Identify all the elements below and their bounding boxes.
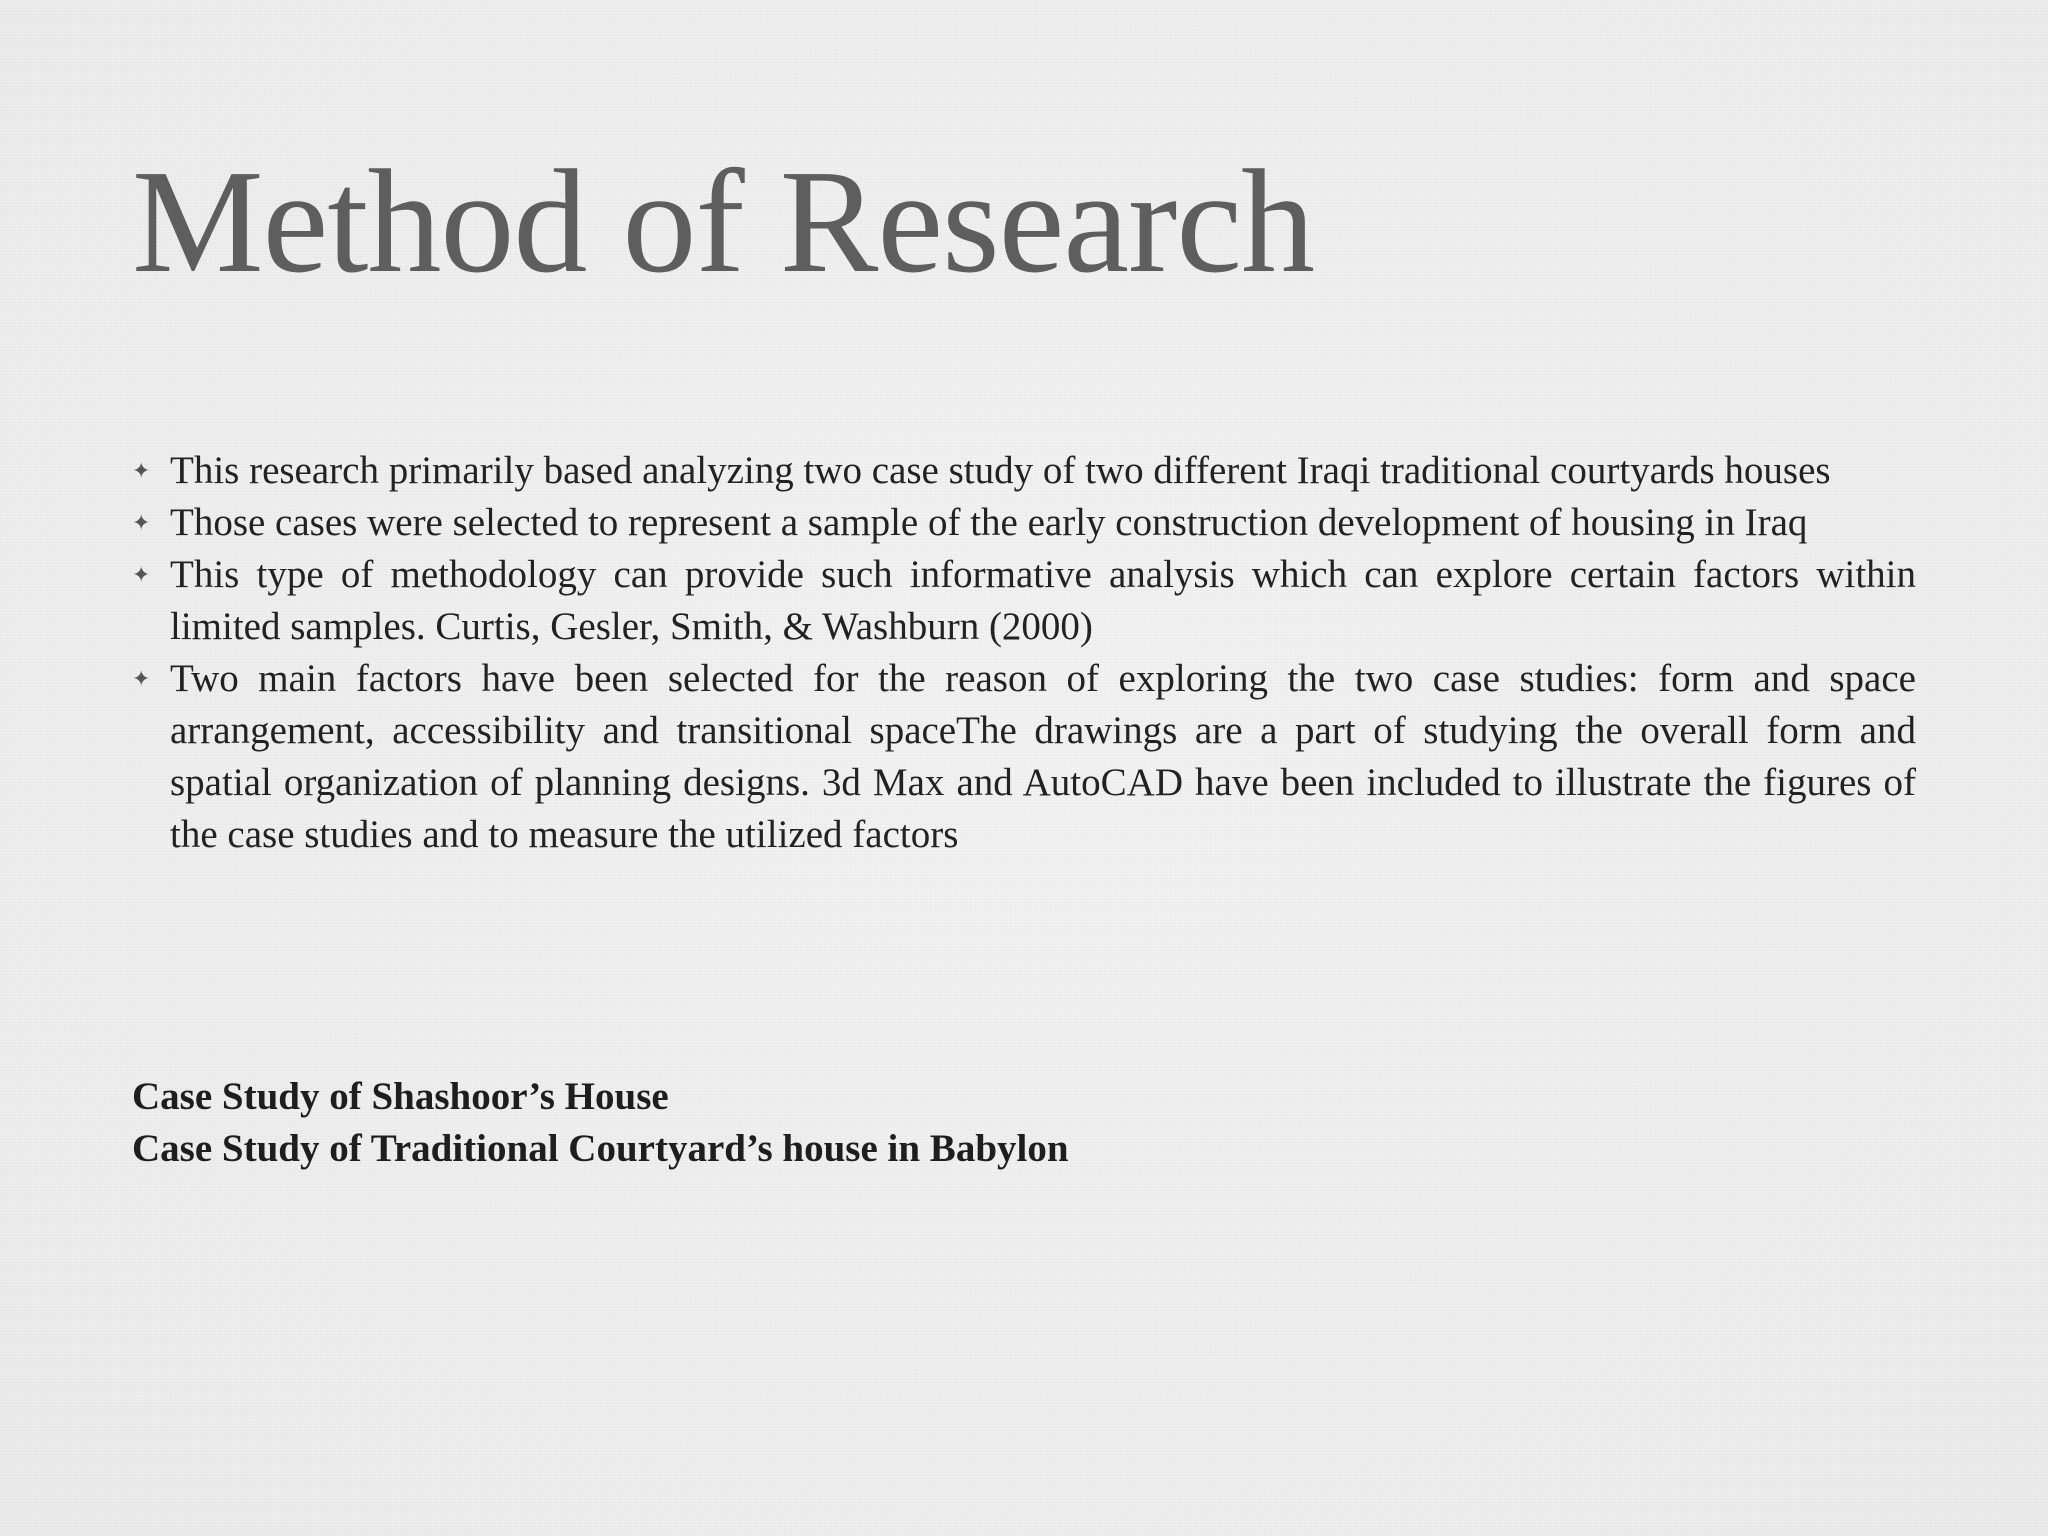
bullet-list — [132, 445, 1916, 861]
star-bullet-icon: ✦ — [132, 458, 151, 483]
bullet-text: This research primarily based analyzing two case study of two different Iraqi traditional courtyards houses — [170, 449, 1831, 492]
bullet-item — [132, 445, 1916, 497]
star-bullet-icon: ✦ — [132, 562, 151, 587]
case-study-list — [132, 1071, 1916, 1175]
bullet-text: Those cases were selected to represent a sample of the early construction development of housing in Iraq — [170, 501, 1808, 544]
case-study-heading: Case Study of Shashoor’s House — [132, 1075, 669, 1118]
bullet-item — [132, 653, 1916, 861]
case-study-heading: Case Study of Traditional Courtyard’s house in Babylon — [132, 1127, 1069, 1170]
star-bullet-icon: ✦ — [132, 510, 151, 535]
bullet-item — [132, 549, 1916, 653]
bullet-item — [132, 497, 1916, 549]
slide-title: Method of Research — [132, 140, 1315, 304]
bullet-text: This type of methodology can provide such informative analysis which can explore certain factors within limited samples. Curtis, Gesler, Smith, & Washburn (2000) — [170, 553, 1916, 648]
bullet-text: Two main factors have been selected for the reason of exploring the two case studies: form and space arrangement, accessibility and transitional spaceThe drawings are a part of studying the overall form and spatial organization of planning designs. 3d Max and AutoCAD have been included to illustrate the figures of the case studies and to measure the utilized factors — [170, 657, 1916, 856]
star-bullet-icon: ✦ — [132, 666, 151, 691]
